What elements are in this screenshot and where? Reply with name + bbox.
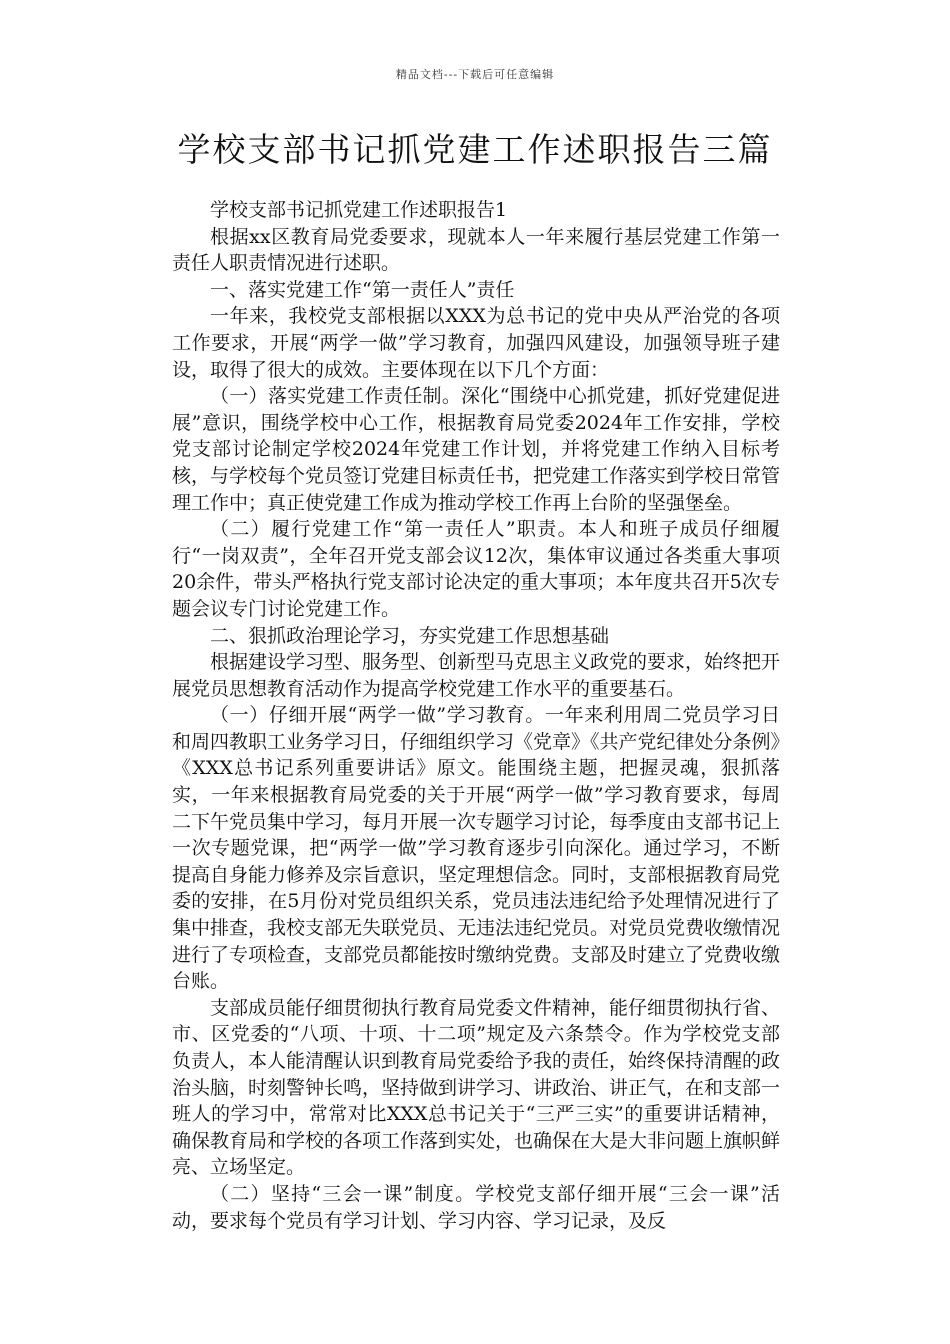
body-paragraph: 根据xx区教育局党委要求，现就本人一年来履行基层党建工作第一责任人职责情况进行述职。 [172,225,780,275]
header-note: 精品文档---下载后可任意编辑 [395,68,555,81]
document-body [172,197,780,1234]
section-heading: 二、狠抓政治理论学习，夯实党建工作思想基础 [210,624,610,647]
body-paragraph: （二）坚持“三会一课”制度。学校党支部仔细开展“三会一课”活动，要求每个党员有学习计划、学习内容、学习记录，及反 [172,1182,780,1232]
body-paragraph: （一）落实党建工作责任制。深化“围绕中心抓党建，抓好党建促进展”意识，围绕学校中心工作，根据教育局党委2024年工作安排，学校党支部讨论制定学校2024年党建工作计划，并将党建工作纳入目标考核，与学校每个党员签订党建目标责任书，把党建工作落实到学校日常管理工作中；真正使党建工作成为推动学校工作再上台阶的坚强堡垒。 [172,385,781,514]
report-subtitle: 学校支部书记抓党建工作述职报告1 [210,199,508,221]
body-paragraph: 一年来，我校党支部根据以XXX为总书记的党中央从严治党的各项工作要求，开展“两学一做”学习教育，加强四风建设，加强领导班子建设，取得了很大的成效。主要体现在以下几个方面： [172,305,780,381]
section-heading: 一、落实党建工作“第一责任人”责任 [210,278,515,301]
body-paragraph: （二）履行党建工作“第一责任人”职责。本人和班子成员仔细履行“一岗双责”，全年召开党支部会议12次，集体审议通过各类重大事项20余件，带头严格执行党支部讨论决定的重大事项；本年度共召开5次专题会议专门讨论党建工作。 [172,518,780,620]
document-title: 学校支部书记抓党建工作述职报告三篇 [177,130,773,169]
body-paragraph: （一）仔细开展“两学一做”学习教育。一年来利用周二党员学习日和周四教职工业务学习日，仔细组织学习《党章》《共产党纪律处分条例》《XXX总书记系列重要讲话》原文。能围绕主题，把握灵魂，狠抓落实，一年来根据教育局党委的关于开展“两学一做”学习教育要求，每周二下午党员集中学习，每月开展一次专题学习讨论，每季度由支部书记上一次专题党课，把“两学一做”学习教育逐步引向深化。通过学习，不断提高自身能力修养及宗旨意识，坚定理想信念。同时，支部根据教育局党委的安排，在5月份对党员组织关系，党员违法违纪给予处理情况进行了集中排查，我校支部无失联党员、无违法违纪党员。对党员党费收缴情况进行了专项检查，支部党员都能按时缴纳党费。支部及时建立了党费收缴台账。 [172,704,781,993]
body-paragraph: 支部成员能仔细贯彻执行教育局党委文件精神，能仔细贯彻执行省、市、区党委的“八项、十项、十二项”规定及六条禁令。作为学校党支部负责人，本人能清醒认识到教育局党委给予我的责任，始终保持清醒的政治头脑，时刻警钟长鸣，坚持做到讲学习、讲政治、讲正气，在和支部一班人的学习中，常常对比XXX总书记关于“三严三实”的重要讲话精神，确保教育局和学校的各项工作落到实处，也确保在大是大非问题上旗帜鲜亮、立场坚定。 [172,996,781,1179]
body-paragraph: 根据建设学习型、服务型、创新型马克思主义政党的要求，始终把开展党员思想教育活动作为提高学校党建工作水平的重要基石。 [172,651,781,700]
